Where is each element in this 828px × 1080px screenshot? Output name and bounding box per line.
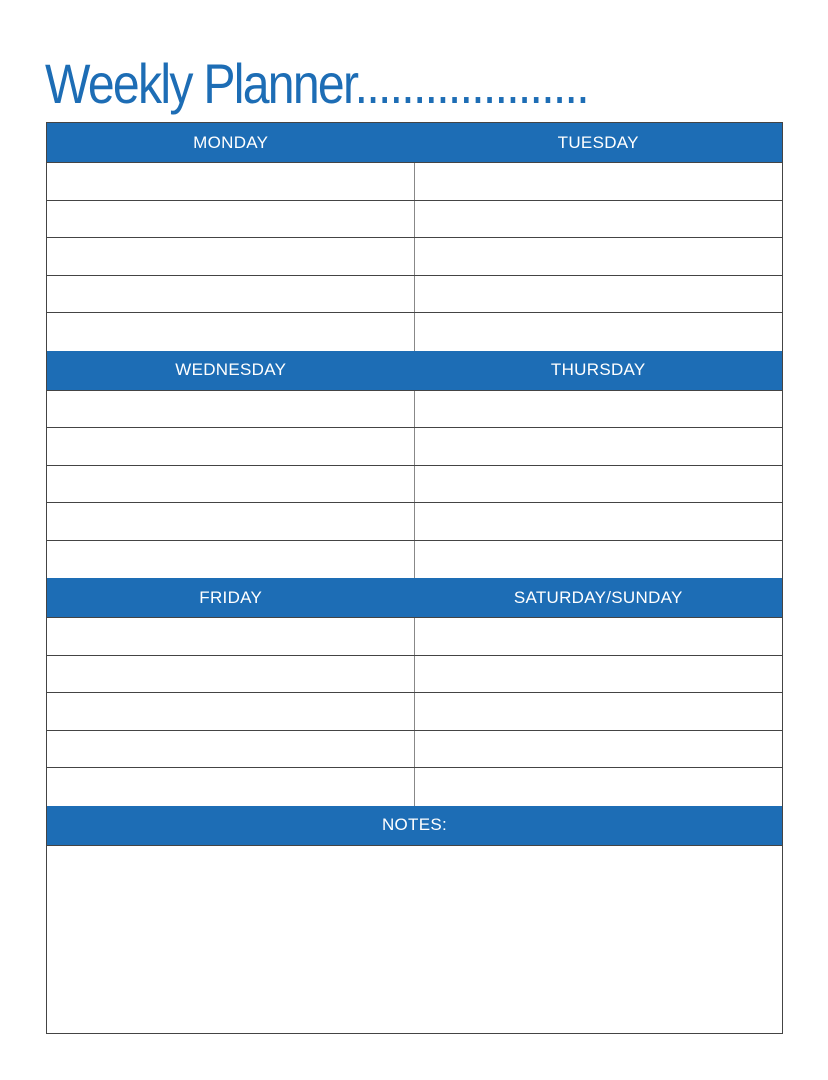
table-row: [47, 656, 782, 694]
header-friday: FRIDAY: [199, 587, 263, 607]
thursday-entry-cell[interactable]: [415, 391, 782, 428]
wednesday-entry-cell[interactable]: [47, 503, 415, 540]
section-header: [47, 578, 782, 618]
rows-wednesday-thursday: [47, 391, 782, 579]
table-row: [47, 276, 782, 314]
header-monday: MONDAY: [193, 132, 269, 152]
table-row: [47, 503, 782, 541]
notes-area[interactable]: [47, 846, 782, 1034]
header-thursday: THURSDAY: [550, 360, 646, 379]
monday-entry-cell[interactable]: [47, 201, 415, 238]
wednesday-entry-cell[interactable]: [47, 466, 415, 503]
friday-entry-cell[interactable]: [47, 768, 415, 806]
monday-entry-cell[interactable]: [47, 163, 415, 200]
wednesday-entry-cell[interactable]: [47, 391, 415, 428]
section-monday-tuesday: [47, 123, 782, 351]
rows-monday-tuesday: [47, 163, 782, 351]
section-friday-weekend: [47, 578, 782, 806]
wednesday-entry-cell[interactable]: [47, 428, 415, 465]
table-row: [47, 618, 782, 656]
weekend-entry-cell[interactable]: [415, 768, 782, 806]
header-saturday-sunday: SATURDAY/SUNDAY: [513, 587, 683, 607]
thursday-entry-cell[interactable]: [415, 503, 782, 540]
table-row: [47, 391, 782, 429]
table-row: [47, 466, 782, 504]
monday-entry-cell[interactable]: [47, 313, 415, 351]
title-dots: ....................: [354, 52, 588, 115]
thursday-entry-cell[interactable]: [415, 466, 782, 503]
table-row: [47, 313, 782, 351]
title-text: Weekly Planner: [45, 52, 355, 115]
friday-entry-cell[interactable]: [47, 618, 415, 655]
section-header: [47, 123, 782, 163]
table-row: [47, 201, 782, 239]
table-row: [47, 693, 782, 731]
tuesday-entry-cell[interactable]: [415, 238, 782, 275]
weekend-entry-cell[interactable]: [415, 731, 782, 768]
section-wednesday-thursday: [47, 351, 782, 579]
weekend-entry-cell[interactable]: [415, 693, 782, 730]
table-row: [47, 768, 782, 806]
table-row: [47, 731, 782, 769]
header-wednesday: WEDNESDAY: [175, 360, 287, 379]
section-header: [47, 351, 782, 391]
friday-entry-cell[interactable]: [47, 656, 415, 693]
notes-section: [47, 806, 782, 1034]
table-row: [47, 428, 782, 466]
monday-entry-cell[interactable]: [47, 238, 415, 275]
tuesday-entry-cell[interactable]: [415, 201, 782, 238]
thursday-entry-cell[interactable]: [415, 428, 782, 465]
monday-entry-cell[interactable]: [47, 276, 415, 313]
table-row: [47, 541, 782, 579]
friday-entry-cell[interactable]: [47, 693, 415, 730]
tuesday-entry-cell[interactable]: [415, 276, 782, 313]
weekend-entry-cell[interactable]: [415, 618, 782, 655]
header-tuesday: TUESDAY: [557, 132, 639, 152]
wednesday-entry-cell[interactable]: [47, 541, 415, 579]
table-row: [47, 163, 782, 201]
rows-friday-weekend: [47, 618, 782, 806]
friday-entry-cell[interactable]: [47, 731, 415, 768]
tuesday-entry-cell[interactable]: [415, 163, 782, 200]
table-row: [47, 238, 782, 276]
thursday-entry-cell[interactable]: [415, 541, 782, 579]
weekend-entry-cell[interactable]: [415, 656, 782, 693]
page-title: [45, 52, 588, 116]
notes-header: NOTES:: [47, 806, 782, 846]
planner-table: [46, 122, 783, 1034]
tuesday-entry-cell[interactable]: [415, 313, 782, 351]
